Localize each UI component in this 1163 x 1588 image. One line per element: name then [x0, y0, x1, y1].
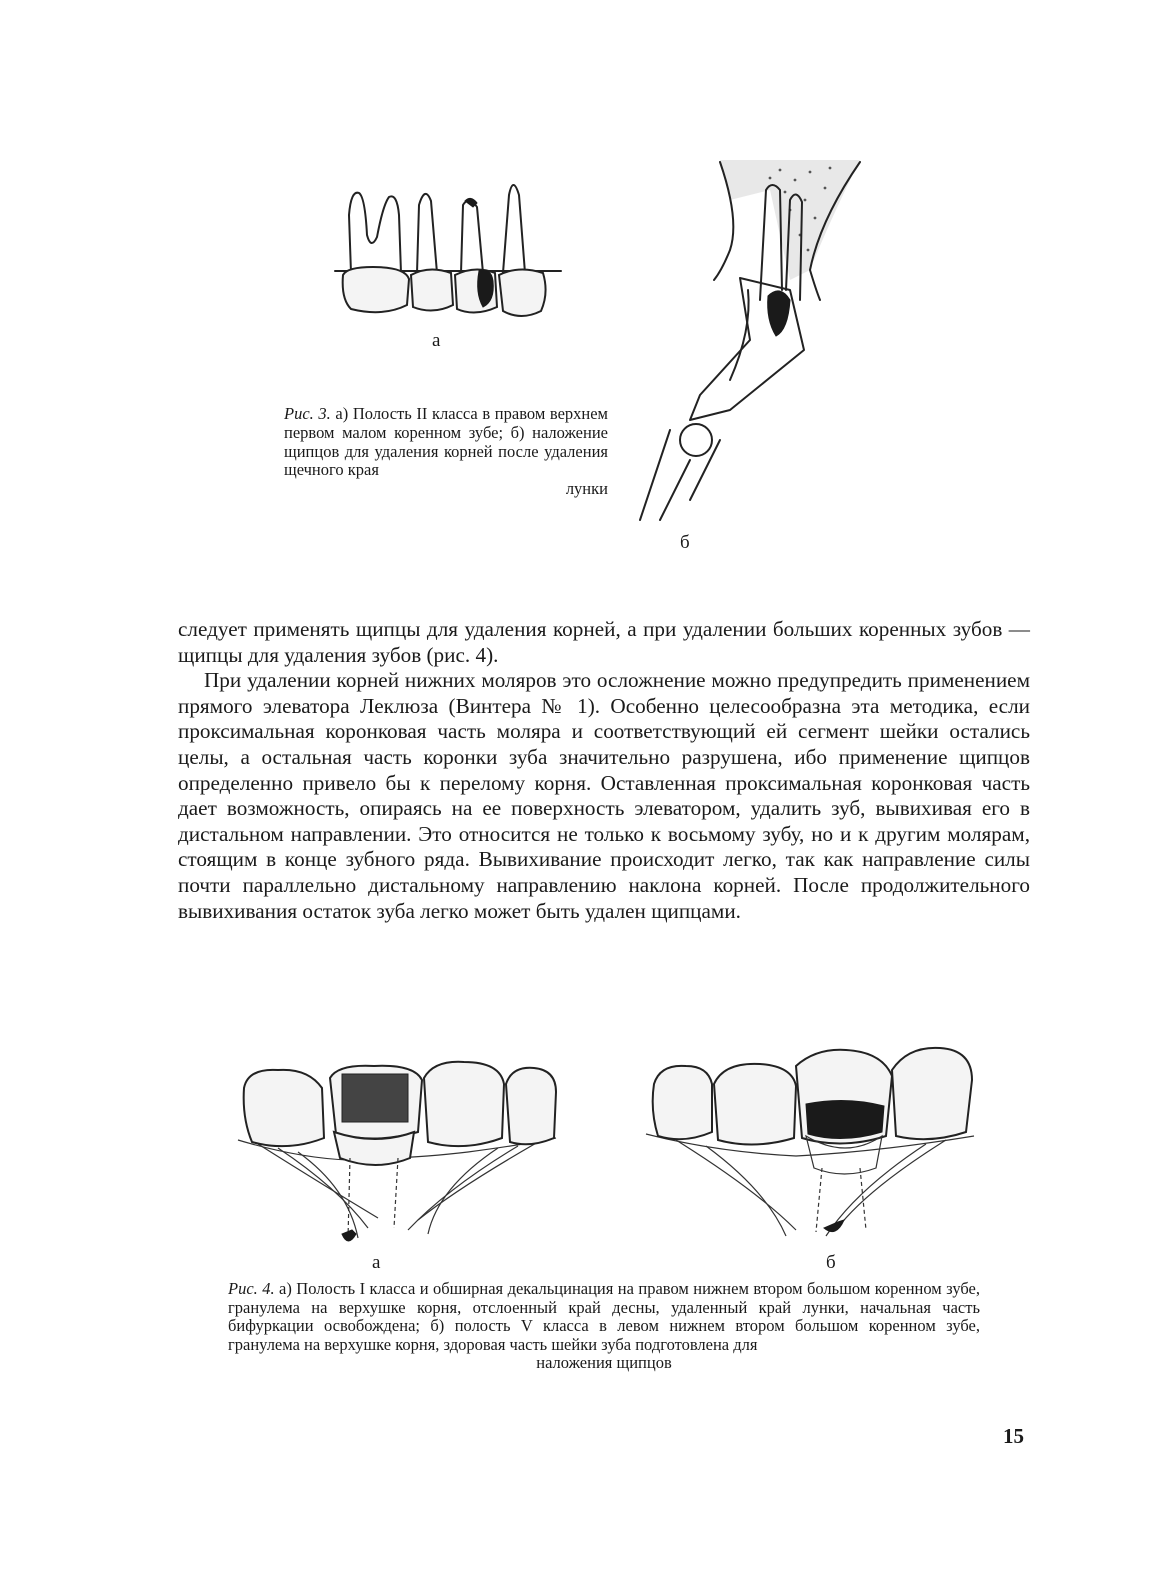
figure-3-caption-prefix: Рис. 3.	[284, 404, 331, 423]
figure-3a-illustration	[333, 175, 563, 325]
figure-4-caption-text: а) Полость I класса и обширная декальцинация на правом нижнем втором большом коренном зубе, гранулема на верхушке корня, отслоенный край десны, удаленный край лунки, начальная часть бифуркации освобождена; б) полость V класса в левом нижнем втором большом коренном зубе, гранулема на верхушке корня, здоровая часть шейки зуба подготовлена для	[228, 1279, 981, 1354]
forceps-beak-inner	[730, 290, 749, 380]
tooth-1-crown	[244, 1070, 324, 1146]
figure-4b-illustration	[646, 1040, 976, 1240]
class-v-cavity	[806, 1100, 884, 1138]
tooth-2-crown	[714, 1064, 796, 1145]
tooth-2-root	[417, 194, 437, 273]
figure-3b-label: б	[680, 532, 690, 553]
forceps-joint	[680, 424, 712, 456]
figure-4a-label: а	[372, 1252, 381, 1273]
paragraph-2: При удалении корней нижних моляров это осложнение можно предупредить применением прямого элеватора Леклюза (Винтера № 1). Особенно целесообразна эта методика, если проксимальная коронковая часть моляра и соответствующий ей сегмент шейки остались целы, а остальная часть коронки зуба значительно разрушена, ибо применение щипцов определенно привело бы к перелому корня. Оставленная проксимальная коронковая часть дает возможность, опираясь на ее поверхность элеватором, удалить зуб, вывихивая его в дистальном направлении. Это относится не только к восьмому зубу, но и к другим молярам, стоящим в конце зубного ряда. Вывихивание происходит легко, так как направление силы почти параллельно дистальному направлению наклона корней. После продолжительного вывихивания остаток зуба легко может быть удален щипцами.	[178, 668, 1030, 923]
decalcification-area	[342, 1074, 408, 1122]
tooth-1-crown	[653, 1066, 712, 1139]
body-text	[178, 617, 1030, 924]
root-2	[394, 1158, 398, 1228]
tooth-3-crown	[424, 1062, 504, 1146]
figure-4-caption	[228, 1280, 980, 1373]
granuloma	[342, 1230, 356, 1241]
tooth-4-crown	[499, 269, 546, 316]
figure-3a-label: а	[432, 330, 441, 351]
root-decay	[768, 291, 790, 336]
forceps-handle-1	[640, 430, 670, 520]
tooth-3-root	[461, 200, 483, 273]
granuloma	[824, 1220, 844, 1232]
figure-3-caption-last: лунки	[565, 479, 608, 499]
root-1	[348, 1158, 350, 1238]
tooth-1-crown	[343, 267, 409, 312]
tooth-4-crown	[892, 1048, 972, 1139]
paragraph-1: следует применять щипцы для удаления корней, а при удалении больших коренных зубов — щипцы для удаления зубов (рис. 4).	[178, 617, 1030, 667]
tooth-1-roots	[349, 193, 401, 273]
figure-3-caption-text: а) Полость II класса в правом верхнем первом малом коренном зубе; б) наложение щипцов для удаления корней после удаления щечного края	[284, 404, 609, 480]
root-1	[816, 1168, 822, 1232]
tooth-2-crown	[411, 269, 453, 310]
figure-3b-illustration	[630, 160, 870, 520]
tooth-4-crown	[506, 1068, 556, 1144]
figure-3-caption	[284, 405, 608, 499]
forceps-handle-2	[660, 460, 690, 520]
figure-4-caption-last: наложения щипцов	[536, 1353, 672, 1373]
forceps-handle-3	[690, 440, 720, 500]
figure-4b-label: б	[826, 1252, 836, 1273]
tooth-4-root	[503, 185, 525, 273]
figure-4-caption-prefix: Рис. 4.	[228, 1279, 275, 1298]
figure-4a-illustration	[238, 1048, 558, 1248]
page-number: 15	[1003, 1424, 1024, 1448]
